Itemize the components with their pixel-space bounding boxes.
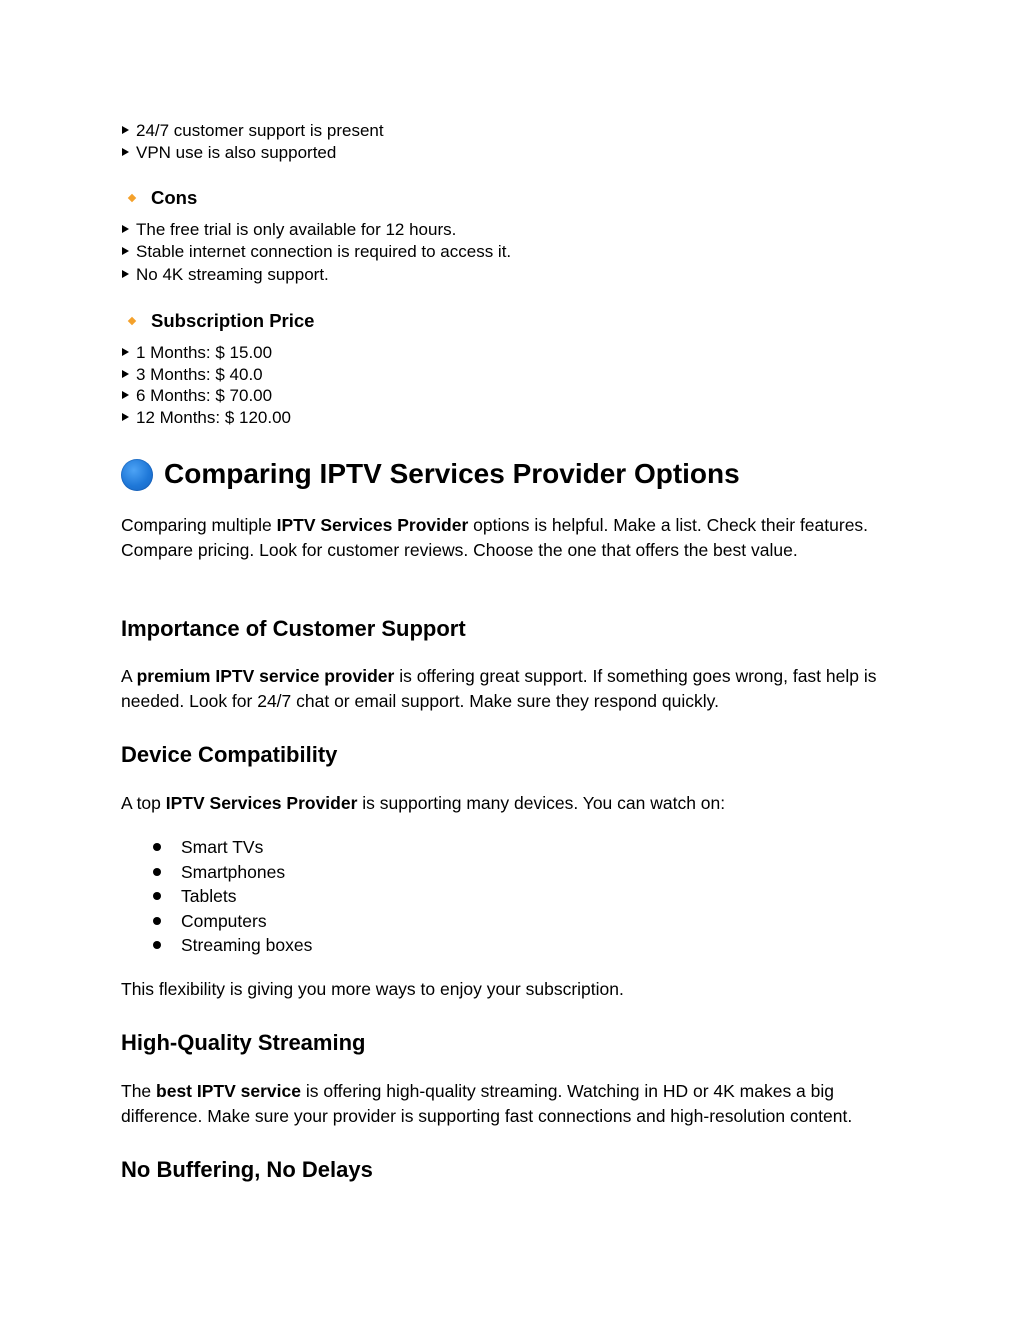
list-item: 24/7 customer support is present [121,120,384,142]
list-item: Computers [152,909,312,934]
list-item: 6 Months: $ 70.00 [121,385,291,407]
bullet-dot-icon [153,892,161,900]
triangle-bullet-icon [122,126,129,134]
triangle-bullet-icon [122,225,129,233]
cons-list [121,219,511,286]
bullet-dot-icon [153,941,161,949]
buffering-heading: No Buffering, No Delays [121,1157,373,1182]
list-item: Smart TVs [152,835,312,860]
devices-heading: Device Compatibility [121,742,338,767]
list-item: 12 Months: $ 120.00 [121,407,291,429]
list-item: 3 Months: $ 40.0 [121,364,291,386]
quality-paragraph: The best IPTV service is offering high-quality streaming. Watching in HD or 4K makes a big difference. Make sure your provider is supporting fast connections and high-resolution content. [121,1081,853,1126]
support-heading: Importance of Customer Support [121,616,466,641]
list-item: Tablets [152,884,312,909]
pros-list [121,120,384,163]
list-item: 1 Months: $ 15.00 [121,342,291,364]
list-item: Smartphones [152,860,312,885]
triangle-bullet-icon [122,370,129,378]
triangle-bullet-icon [122,247,129,255]
orange-diamond-icon [128,317,136,325]
triangle-bullet-icon [122,348,129,356]
triangle-bullet-icon [122,413,129,421]
triangle-bullet-icon [122,148,129,156]
comparing-paragraph: Comparing multiple IPTV Services Provider options is helpful. Make a list. Check their features. Compare pricing. Look for customer reviews. Choose the one that offers the best value. [121,515,869,560]
support-paragraph: A premium IPTV service provider is offering great support. If something goes wrong, fast help is needed. Look for 24/7 chat or email support. Make sure they respond quickly. [121,666,877,711]
devices-list [152,835,312,958]
bullet-dot-icon [153,917,161,925]
list-item: The free trial is only available for 12 hours. [121,219,511,241]
subscription-list [121,342,291,428]
list-item: Stable internet connection is required to access it. [121,241,511,263]
devices-paragraph: A top IPTV Services Provider is supporting many devices. You can watch on: [121,793,726,813]
quality-heading: High-Quality Streaming [121,1030,366,1055]
bullet-dot-icon [153,868,161,876]
triangle-bullet-icon [122,391,129,399]
bullet-dot-icon [153,843,161,851]
devices-outro: This flexibility is giving you more ways to enjoy your subscription. [121,979,624,999]
orange-diamond-icon [128,194,136,202]
blue-circle-icon [121,459,153,491]
triangle-bullet-icon [122,270,129,278]
list-item: No 4K streaming support. [121,264,511,286]
list-item: VPN use is also supported [121,142,384,164]
list-item: Streaming boxes [152,933,312,958]
